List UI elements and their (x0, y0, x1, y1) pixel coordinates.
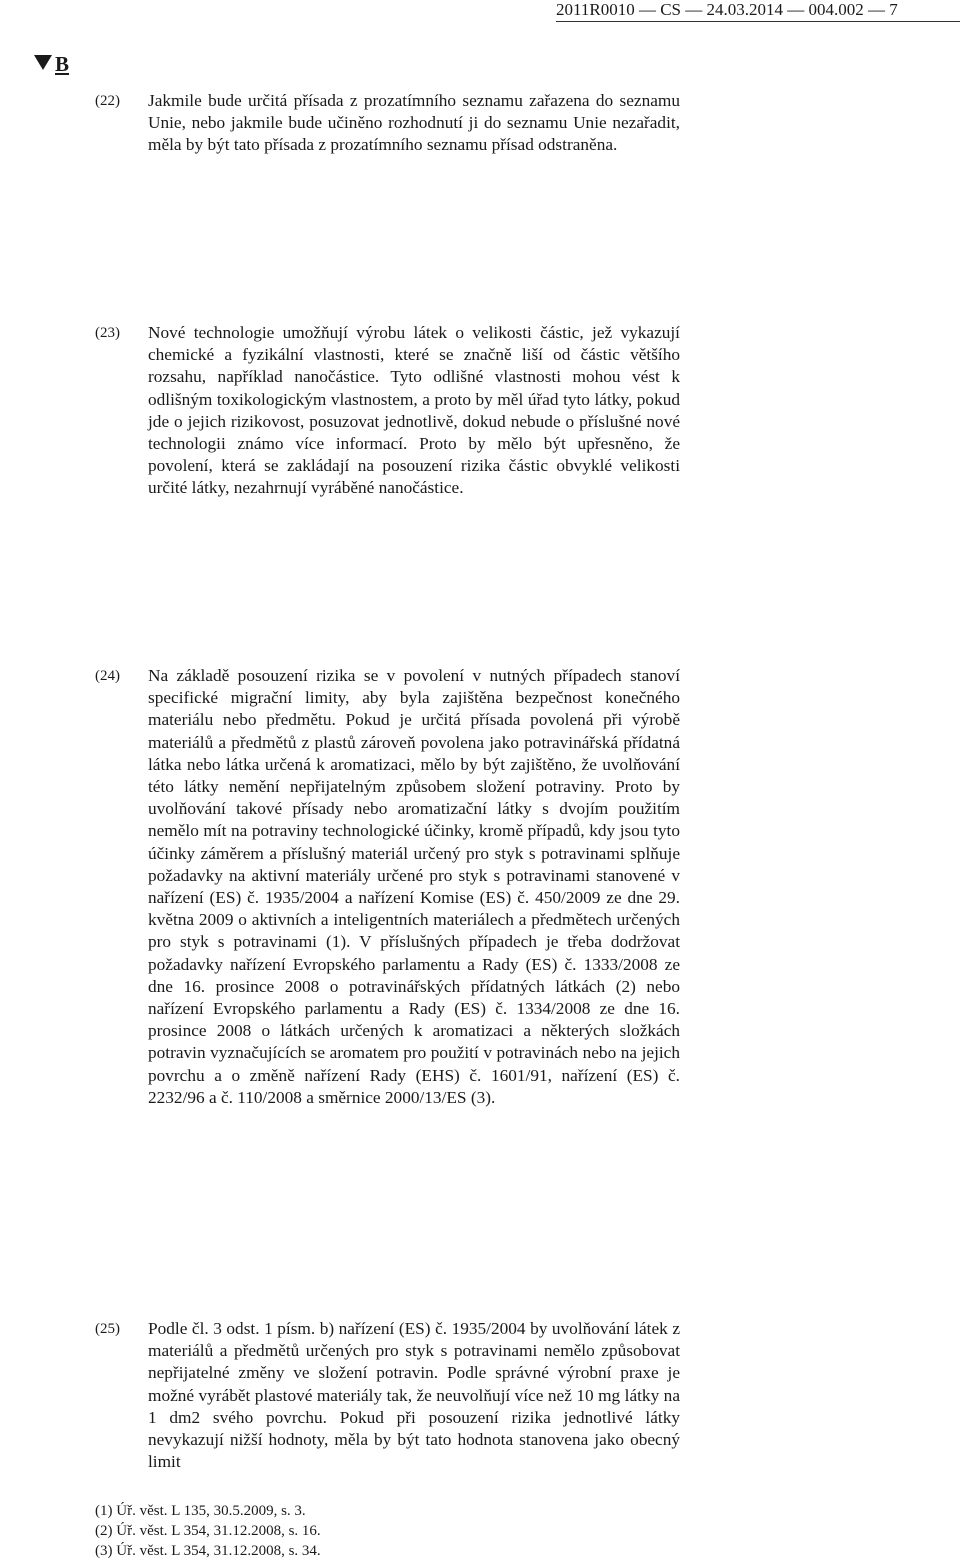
document-header: 2011R0010 — CS — 24.03.2014 — 004.002 — 7 (556, 0, 898, 19)
triangle-down-icon (34, 55, 52, 70)
recital-number: (23) (95, 325, 120, 341)
header-rule (556, 21, 960, 22)
recital-text: Podle čl. 3 odst. 1 písm. b) nařízení (ES) č. 1935/2004 by uvolňování látek z materiálů a předmětů určených pro styk s potravinami nemělo způsobovat nepřijatelné změny ve složení potravin. Podle správné výrobní praxe je možné vyrábět plastové materiály tak, že neuvolňují více než 10 mg látky na 1 dm2 svého povrchu. Pokud při posouzení rizika jednotlivé látky nevykazují nižší hodnoty, měla by být tato hodnota stanovena jako obecný limit (148, 1319, 680, 1472)
recital-text: Jakmile bude určitá přísada z prozatímního seznamu zařazena do seznamu Unie, nebo jakmile bude učiněno rozhodnutí ji do seznamu Unie nezařadit, měla by být tato přísada z prozatímního seznamu přísad odstraněna. (148, 91, 680, 155)
recital-number: (25) (95, 1321, 120, 1337)
recital-number: (22) (95, 93, 120, 109)
recital-text: Na základě posouzení rizika se v povolení v nutných případech stanoví specifické migrační limity, aby byla zajištěna bezpečnost konečného materiálu nebo předmětu. Pokud je určitá přísada povolená při výrobě materiálů a předmětů z plastů zároveň povolena jako potravinářská přídatná látka nebo látka určená k aromatizaci, mělo by být zajištěno, že uvolňování této látky nemění nepřijatelným způsobem složení potraviny. Proto by uvolňování takové přísady nebo aromatizační látky s dvojím použitím nemělo mít na potraviny technologické účinky, kromě případů, kdy jsou tyto účinky záměrem a příslušný materiál určený pro styk s potravinami splňuje požadavky na aktivní materiály určené pro styk s potravinami stanovené v nařízení (ES) č. 1935/2004 a nařízení Komise (ES) č. 450/2009 ze dne 29. května 2009 o aktivních a inteligentních materiálech a předmětech určených pro styk s potravinami (1). V příslušných případech je třeba dodržovat požadavky nařízení Evropského parlamentu a Rady (ES) č. 1333/2008 ze dne 16. prosince 2008 o potravinářských přídatných látkách (2) nebo nařízení Evropského parlamentu a Rady (ES) č. 1334/2008 ze dne 16. prosince 2008 o látkách určených k aromatizaci a některých složkách potravin vyznačujících se aromatem pro použití v potravinách nebo na jejich povrchu a o změně nařízení Rady (EHS) č. 1601/91, nařízení (ES) č. 2232/96 a č. 110/2008 a směrnice 2000/13/ES (3). (148, 666, 680, 1107)
footnote: (3) Úř. věst. L 354, 31.12.2008, s. 34. (95, 1543, 321, 1559)
amendment-marker-label: B (55, 52, 70, 76)
recital-number: (24) (95, 668, 120, 684)
footnote: (1) Úř. věst. L 135, 30.5.2009, s. 3. (95, 1503, 306, 1519)
footnote: (2) Úř. věst. L 354, 31.12.2008, s. 16. (95, 1523, 321, 1539)
amendment-marker (34, 53, 69, 75)
recital-text: Nové technologie umožňují výrobu látek o velikosti částic, jež vykazují chemické a fyzikální vlastnosti, které se značně liší od částic většího rozsahu, například nanočástice. Tyto odlišné vlastnosti mohou vést k odlišným toxikologickým vlastnostem, a proto by měl úřad tyto látky, pokud jde o jejich rizikovost, posuzovat jednotlivě, dokud nebude o příslušné nové technologii známo více informací. Proto by mělo být upřesněno, že povolení, která se zakládají na posouzení rizika částic obvyklé velikosti určité látky, nezahrnují vyráběné nanočástice. (148, 323, 680, 498)
